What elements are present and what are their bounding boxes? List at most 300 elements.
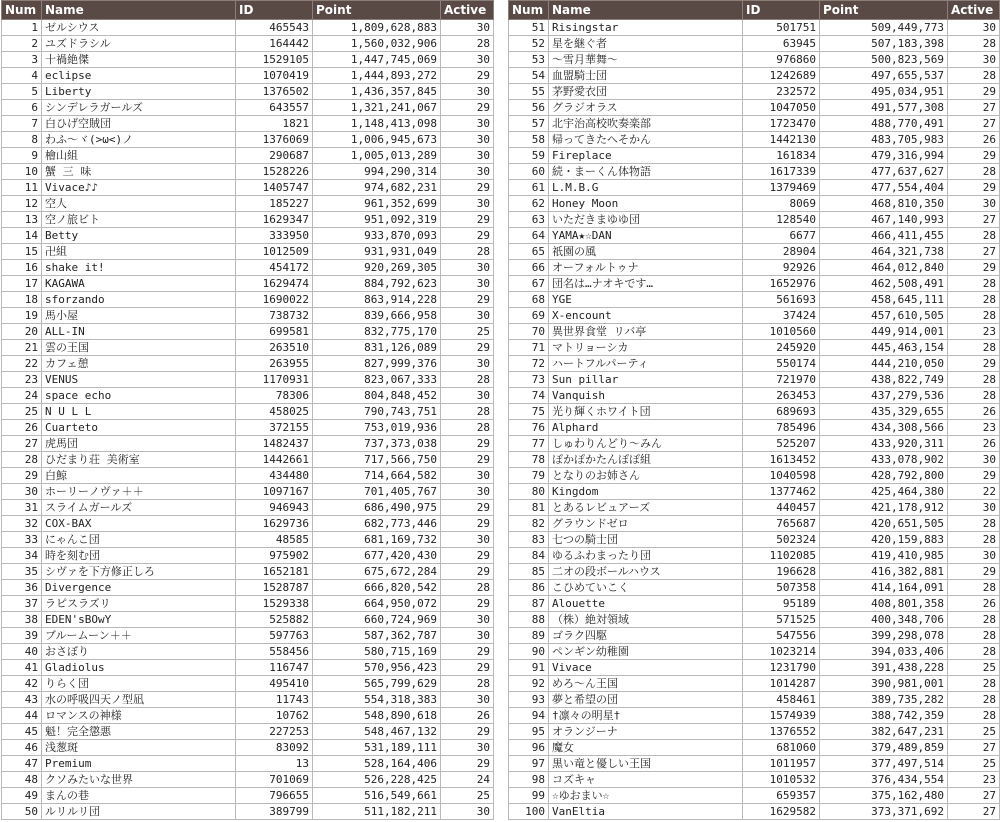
cell-point: 467,140,993 [820,212,948,228]
cell-point: 375,162,480 [820,788,948,804]
cell-name: 時を刻む団 [42,548,236,564]
table-row [509,324,1000,340]
table-row [509,84,1000,100]
table-row [2,580,494,596]
cell-active: 30 [441,804,494,820]
table-row [2,20,494,36]
cell-id: 1723470 [743,116,820,132]
cell-num: 43 [2,692,42,708]
table-row [509,788,1000,804]
cell-name: ペンギン幼稚園 [549,644,743,660]
cell-name: ブルームーン＋＋ [42,628,236,644]
cell-name: Alphard [549,420,743,436]
cell-num: 99 [509,788,549,804]
cell-point: 951,092,319 [313,212,441,228]
cell-num: 23 [2,372,42,388]
cell-num: 76 [509,420,549,436]
cell-num: 17 [2,276,42,292]
cell-name: 浅葱斑 [42,740,236,756]
cell-num: 36 [2,580,42,596]
cell-num: 77 [509,436,549,452]
cell-point: 425,464,380 [820,484,948,500]
table-row [509,644,1000,660]
cell-num: 75 [509,404,549,420]
cell-point: 483,705,983 [820,132,948,148]
cell-num: 79 [509,468,549,484]
cell-id: 1012509 [236,244,313,260]
cell-name: 茅野愛衣団 [549,84,743,100]
cell-num: 63 [509,212,549,228]
cell-num: 40 [2,644,42,660]
table-row [2,612,494,628]
table-row [509,724,1000,740]
cell-active: 30 [441,52,494,68]
cell-name: グラウンドゼロ [549,516,743,532]
cell-active: 25 [948,756,1000,772]
table-row [509,292,1000,308]
cell-point: 1,444,893,272 [313,68,441,84]
ranking-table-right [508,0,1000,820]
cell-name: KAGAWA [42,276,236,292]
cell-id: 976860 [743,52,820,68]
cell-id: 440457 [743,500,820,516]
cell-name: スライムガールズ [42,500,236,516]
cell-point: 664,950,072 [313,596,441,612]
cell-name: 雲の王国 [42,340,236,356]
table-row [509,676,1000,692]
cell-active: 29 [948,564,1000,580]
cell-num: 37 [2,596,42,612]
cell-point: 389,735,282 [820,692,948,708]
table-row [509,708,1000,724]
cell-num: 93 [509,692,549,708]
cell-id: 128540 [743,212,820,228]
cell-name: space echo [42,388,236,404]
cell-active: 26 [948,404,1000,420]
table-row [509,612,1000,628]
cell-id: 561693 [743,292,820,308]
cell-num: 81 [509,500,549,516]
cell-name: N U L L [42,404,236,420]
cell-name: 異世界食堂 リバ亭 [549,324,743,340]
cell-id: 1529105 [236,52,313,68]
cell-point: 737,373,038 [313,436,441,452]
cell-active: 28 [948,692,1000,708]
table-row [2,500,494,516]
table-row [2,532,494,548]
cell-id: 1442661 [236,452,313,468]
cell-active: 23 [948,420,1000,436]
cell-num: 66 [509,260,549,276]
table-row [2,644,494,660]
cell-active: 27 [948,740,1000,756]
cell-active: 28 [948,708,1000,724]
table-row [509,516,1000,532]
cell-num: 61 [509,180,549,196]
cell-num: 6 [2,100,42,116]
table-row [509,436,1000,452]
table-row [509,340,1000,356]
cell-id: 290687 [236,148,313,164]
cell-point: 466,411,455 [820,228,948,244]
table-row [2,516,494,532]
cell-active: 30 [948,548,1000,564]
cell-point: 1,560,032,906 [313,36,441,52]
table-row [2,692,494,708]
cell-id: 1442130 [743,132,820,148]
cell-active: 29 [441,644,494,660]
cell-name: りらく団 [42,676,236,692]
table-row [2,132,494,148]
cell-active: 28 [441,676,494,692]
cell-point: 565,799,629 [313,676,441,692]
cell-point: 391,438,228 [820,660,948,676]
cell-num: 90 [509,644,549,660]
cell-point: 931,931,049 [313,244,441,260]
cell-id: 185227 [236,196,313,212]
table-row [509,212,1000,228]
cell-name: おさぼり [42,644,236,660]
cell-name: カフェ憩 [42,356,236,372]
header-name: Name [42,1,236,20]
cell-point: 681,169,732 [313,532,441,548]
cell-num: 25 [2,404,42,420]
cell-active: 30 [441,164,494,180]
cell-name: ひだまり荘 美術室 [42,452,236,468]
cell-id: 6677 [743,228,820,244]
cell-point: 468,810,350 [820,196,948,212]
cell-id: 975902 [236,548,313,564]
table-row [509,308,1000,324]
cell-active: 30 [441,692,494,708]
cell-num: 11 [2,180,42,196]
cell-num: 26 [2,420,42,436]
cell-num: 44 [2,708,42,724]
cell-active: 27 [948,244,1000,260]
table-row [509,772,1000,788]
cell-id: 263510 [236,340,313,356]
cell-name: Vanquish [549,388,743,404]
cell-point: 414,164,091 [820,580,948,596]
cell-active: 27 [948,116,1000,132]
cell-point: 433,078,902 [820,452,948,468]
cell-num: 56 [509,100,549,116]
cell-name: Premium [42,756,236,772]
table-row [509,372,1000,388]
cell-num: 96 [509,740,549,756]
header-row [2,1,494,20]
table-row [2,660,494,676]
table-row [509,276,1000,292]
cell-name: eclipse [42,68,236,84]
table-row [509,228,1000,244]
cell-name: Sun pillar [549,372,743,388]
cell-name: COX-BAX [42,516,236,532]
cell-point: 920,269,305 [313,260,441,276]
cell-num: 35 [2,564,42,580]
table-row [509,164,1000,180]
cell-active: 28 [948,276,1000,292]
cell-point: 464,321,738 [820,244,948,260]
cell-point: 1,436,357,845 [313,84,441,100]
cell-name: ユズドラシル [42,36,236,52]
table-row [2,436,494,452]
cell-point: 433,920,311 [820,436,948,452]
cell-active: 25 [948,660,1000,676]
cell-point: 394,033,406 [820,644,948,660]
cell-name: シンデレラガールズ [42,100,236,116]
cell-name: ハートフルパーティ [549,356,743,372]
cell-num: 88 [509,612,549,628]
cell-name: sforzando [42,292,236,308]
cell-active: 28 [948,388,1000,404]
cell-id: 263955 [236,356,313,372]
cell-active: 24 [441,772,494,788]
cell-point: 477,637,627 [820,164,948,180]
cell-point: 580,715,169 [313,644,441,660]
cell-id: 1070419 [236,68,313,84]
cell-name: クソみたいな世界 [42,772,236,788]
cell-active: 28 [948,516,1000,532]
header-id: ID [743,1,820,20]
cell-id: 1014287 [743,676,820,692]
cell-point: 497,655,537 [820,68,948,84]
cell-num: 65 [509,244,549,260]
cell-id: 1231790 [743,660,820,676]
table-row [2,116,494,132]
cell-id: 83092 [236,740,313,756]
cell-id: 1023214 [743,644,820,660]
cell-point: 863,914,228 [313,292,441,308]
cell-name: Divergence [42,580,236,596]
table-row [2,468,494,484]
cell-name: Fireplace [549,148,743,164]
cell-id: 116747 [236,660,313,676]
cell-id: 785496 [743,420,820,436]
cell-name: ALL-IN [42,324,236,340]
cell-active: 23 [948,772,1000,788]
table-row [2,52,494,68]
cell-point: 382,647,231 [820,724,948,740]
table-row [509,596,1000,612]
cell-id: 558456 [236,644,313,660]
cell-name: 星を継ぐ者 [549,36,743,52]
cell-point: 376,434,554 [820,772,948,788]
table-row [509,660,1000,676]
cell-point: 714,664,582 [313,468,441,484]
cell-active: 25 [441,788,494,804]
cell-name: こひめていこく [549,580,743,596]
table-row [2,164,494,180]
table-row [509,260,1000,276]
cell-active: 28 [948,580,1000,596]
table-row [509,740,1000,756]
table-row [509,100,1000,116]
cell-id: 1629347 [236,212,313,228]
table-row [2,724,494,740]
cell-id: 465543 [236,20,313,36]
cell-point: 421,178,912 [820,500,948,516]
cell-point: 1,006,945,673 [313,132,441,148]
cell-active: 30 [441,612,494,628]
cell-name: 団名は…ナオキです… [549,276,743,292]
cell-num: 3 [2,52,42,68]
table-row [509,356,1000,372]
table-row [2,756,494,772]
cell-id: 681060 [743,740,820,756]
cell-name: オランジーナ [549,724,743,740]
cell-active: 25 [948,724,1000,740]
cell-point: 500,823,569 [820,52,948,68]
table-row [509,452,1000,468]
cell-id: 333950 [236,228,313,244]
cell-point: 717,566,750 [313,452,441,468]
cell-point: 444,210,050 [820,356,948,372]
cell-active: 29 [948,180,1000,196]
cell-point: 587,362,787 [313,628,441,644]
cell-num: 34 [2,548,42,564]
cell-name: マトリョーシカ [549,340,743,356]
cell-active: 29 [441,292,494,308]
cell-name: （株）絶対領域 [549,612,743,628]
cell-id: 1652976 [743,276,820,292]
cell-id: 1010532 [743,772,820,788]
cell-num: 68 [509,292,549,308]
cell-id: 1529338 [236,596,313,612]
cell-active: 22 [948,484,1000,500]
cell-id: 1097167 [236,484,313,500]
cell-num: 47 [2,756,42,772]
cell-num: 10 [2,164,42,180]
cell-id: 63945 [743,36,820,52]
header-row [509,1,1000,20]
cell-id: 1010560 [743,324,820,340]
cell-name: Vivace♪♪ [42,180,236,196]
cell-point: 832,775,170 [313,324,441,340]
ranking-body-left [2,20,494,820]
cell-name: ロマンスの神様 [42,708,236,724]
cell-name: 七つの騎士団 [549,532,743,548]
cell-point: 884,792,623 [313,276,441,292]
cell-active: 28 [948,628,1000,644]
cell-num: 14 [2,228,42,244]
cell-active: 28 [441,372,494,388]
cell-point: 408,801,358 [820,596,948,612]
cell-point: 548,890,618 [313,708,441,724]
cell-name: Gladiolus [42,660,236,676]
cell-active: 28 [948,292,1000,308]
table-row [2,244,494,260]
cell-active: 29 [441,660,494,676]
cell-active: 29 [441,228,494,244]
cell-id: 1629474 [236,276,313,292]
cell-id: 92926 [743,260,820,276]
cell-num: 7 [2,116,42,132]
cell-point: 419,410,985 [820,548,948,564]
cell-id: 196628 [743,564,820,580]
cell-active: 29 [441,596,494,612]
cell-id: 28904 [743,244,820,260]
cell-point: 428,792,800 [820,468,948,484]
cell-active: 28 [441,404,494,420]
table-row [509,484,1000,500]
cell-num: 45 [2,724,42,740]
cell-num: 58 [509,132,549,148]
header-point: Point [313,1,441,20]
cell-point: 434,308,566 [820,420,948,436]
cell-active: 26 [441,708,494,724]
cell-active: 28 [441,580,494,596]
cell-id: 659357 [743,788,820,804]
cell-id: 1170931 [236,372,313,388]
cell-name: ラピスラズリ [42,596,236,612]
cell-active: 30 [441,132,494,148]
table-row [509,116,1000,132]
cell-active: 30 [441,276,494,292]
table-row [509,388,1000,404]
cell-id: 597763 [236,628,313,644]
cell-point: 526,228,425 [313,772,441,788]
cell-name: とあるレビュアーズ [549,500,743,516]
cell-name: L.M.B.G [549,180,743,196]
cell-point: 961,352,699 [313,196,441,212]
cell-point: 1,148,413,098 [313,116,441,132]
cell-num: 72 [509,356,549,372]
cell-point: 753,019,936 [313,420,441,436]
cell-name: 空人 [42,196,236,212]
table-row [2,260,494,276]
table-row [509,52,1000,68]
table-row [2,372,494,388]
cell-id: 547556 [743,628,820,644]
cell-num: 91 [509,660,549,676]
cell-point: 827,999,376 [313,356,441,372]
cell-active: 28 [948,644,1000,660]
cell-point: 528,164,406 [313,756,441,772]
cell-name: Vivace [549,660,743,676]
header-point: Point [820,1,948,20]
cell-num: 12 [2,196,42,212]
cell-name: シヴァを下方修正しろ [42,564,236,580]
cell-name: 二オの段ボールハウス [549,564,743,580]
cell-name: 白ひげ空賊団 [42,116,236,132]
cell-num: 51 [509,20,549,36]
table-row [2,228,494,244]
table-row [2,148,494,164]
cell-num: 100 [509,804,549,820]
ranking-table-left [1,0,494,820]
cell-name: オーフォルトゥナ [549,260,743,276]
cell-point: 388,742,359 [820,708,948,724]
cell-point: 438,822,749 [820,372,948,388]
cell-id: 1690022 [236,292,313,308]
cell-id: 164442 [236,36,313,52]
table-row [2,180,494,196]
cell-num: 94 [509,708,549,724]
cell-name: ぽかぽかたんぽぽ組 [549,452,743,468]
cell-id: 227253 [236,724,313,740]
cell-id: 701069 [236,772,313,788]
table-row [509,564,1000,580]
cell-point: 675,672,284 [313,564,441,580]
cell-num: 20 [2,324,42,340]
header-num: Num [2,1,42,20]
cell-num: 62 [509,196,549,212]
cell-id: 1376502 [236,84,313,100]
cell-active: 28 [948,676,1000,692]
cell-active: 29 [441,340,494,356]
cell-active: 28 [948,228,1000,244]
